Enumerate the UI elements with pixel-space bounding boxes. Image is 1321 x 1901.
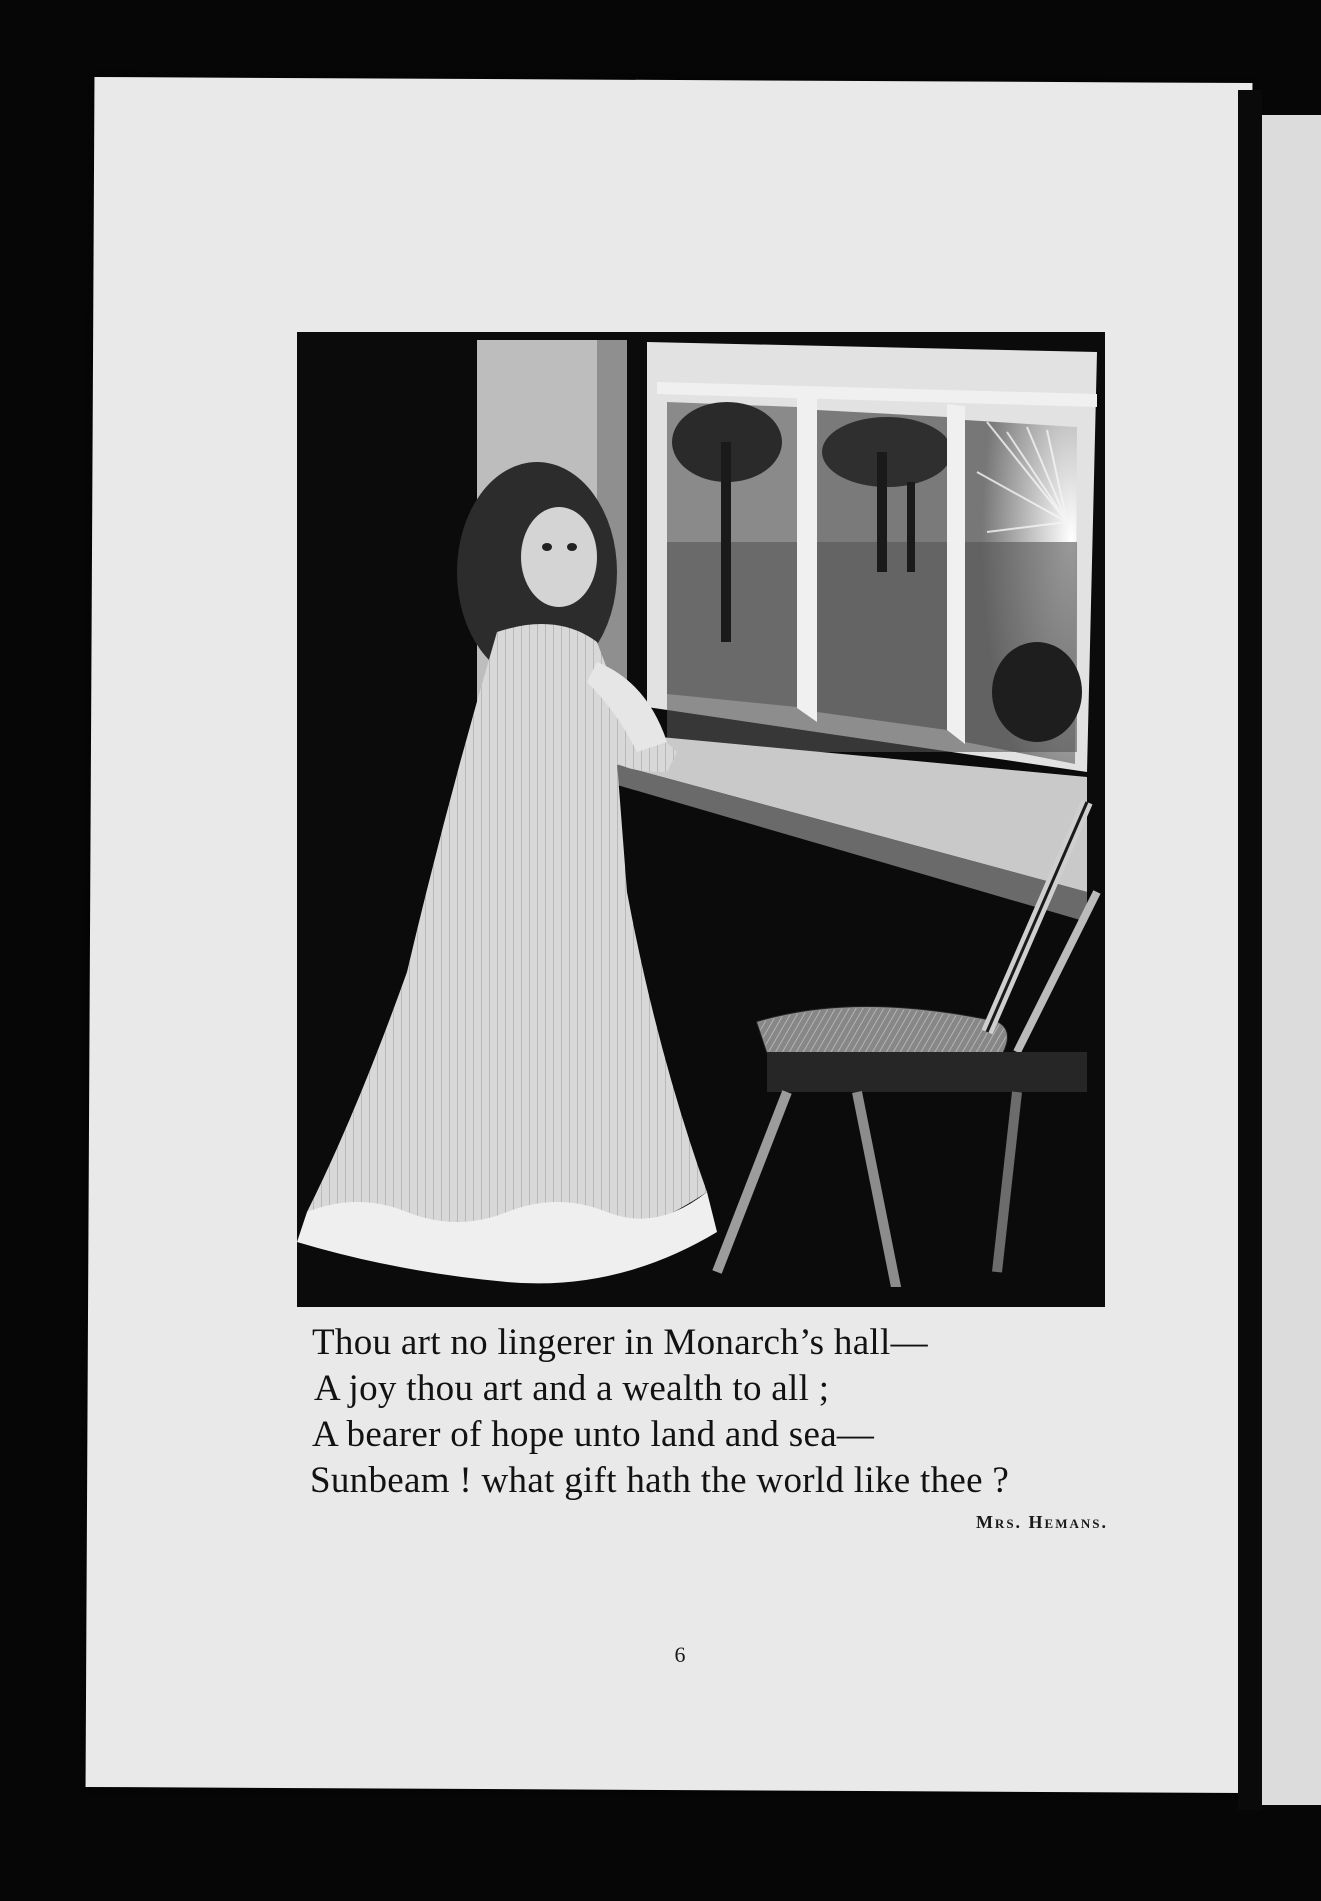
- illustration-girl-at-window: [297, 332, 1105, 1307]
- poem-line: Thou art no lingerer in Monarch’s hall—: [312, 1322, 928, 1363]
- poem-stanza: [312, 1320, 1132, 1504]
- poem-attribution: Mrs. Hemans.: [975, 1512, 1108, 1532]
- poem-line: Sunbeam ! what gift hath the world like thee ?: [310, 1460, 1010, 1501]
- window-view: [667, 402, 1082, 764]
- facing-page-edge: [1262, 115, 1321, 1805]
- page-gutter: [1238, 90, 1262, 1810]
- poem-line: A bearer of hope unto land and sea—: [312, 1414, 875, 1455]
- poem-line: A joy thou art and a wealth to all ;: [314, 1368, 830, 1409]
- page-number: 6: [674, 1642, 686, 1667]
